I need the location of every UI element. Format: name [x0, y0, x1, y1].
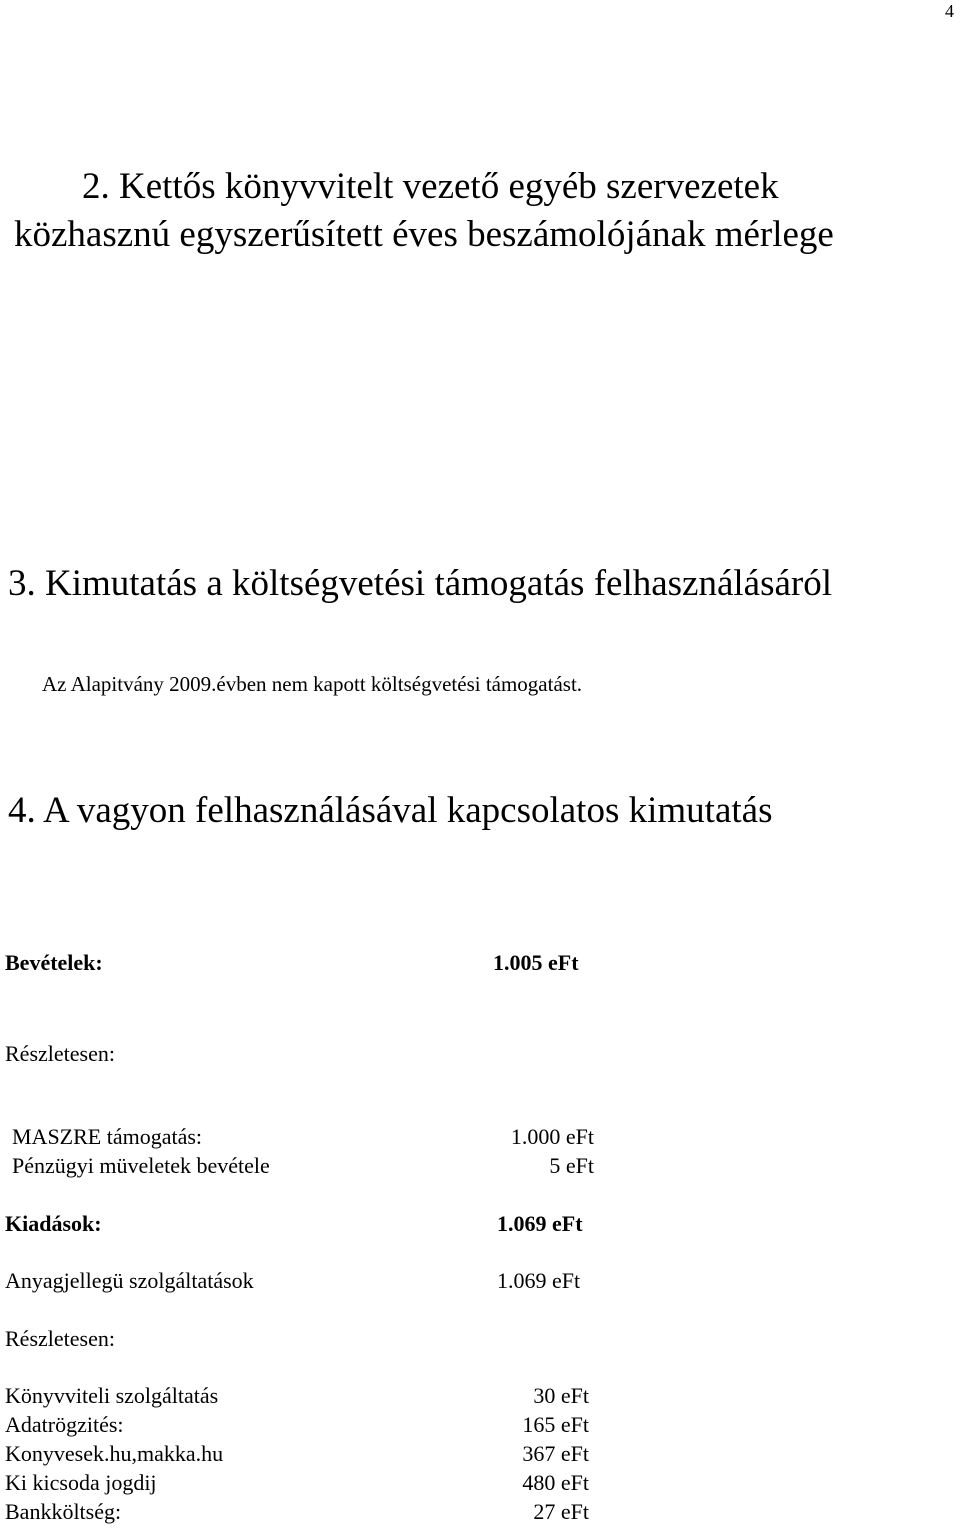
income-item-value: 1.000 eFt: [510, 1124, 594, 1149]
expense-item-label: Adatrögzités:: [5, 1412, 124, 1437]
expense-item-label: Bankköltség:: [5, 1499, 122, 1524]
expense-item-value: 30 eFt: [533, 1383, 589, 1408]
expenses-category-value: 1.069 eFt: [497, 1268, 581, 1293]
section3-title: 3. Kimutatás a költségvetési támogatás felhasználásáról: [8, 563, 833, 604]
section2-title-line1: 2. Kettős könyvvitelt vezető egyéb szervezetek: [82, 166, 779, 207]
expenses-label: Kiadások:: [5, 1211, 102, 1236]
expense-item-value: 480 eFt: [522, 1470, 589, 1495]
income-total: 1.005 eFt: [493, 950, 579, 975]
section4-title: 4. A vagyon felhasználásával kapcsolatos kimutatás: [8, 790, 773, 831]
expense-item-value: 165 eFt: [522, 1412, 589, 1437]
expense-item-label: Ki kicsoda jogdij: [5, 1470, 157, 1495]
income-item-value: 5 eFt: [549, 1153, 594, 1178]
expenses-category-label: Anyagjellegü szolgáltatások: [5, 1268, 254, 1293]
section2-title-line2: közhasznú egyszerűsített éves beszámolójának mérlege: [14, 214, 834, 255]
expenses-total: 1.069 eFt: [497, 1211, 583, 1236]
income-label: Bevételek:: [5, 950, 103, 975]
expenses-detail-label: Részletesen:: [5, 1326, 115, 1351]
expense-item-value: 27 eFt: [533, 1499, 589, 1524]
page-number: 4: [945, 1, 954, 21]
expense-item-value: 367 eFt: [522, 1441, 589, 1466]
income-item-label: Pénzügyi müveletek bevétele: [12, 1153, 270, 1178]
expense-item-label: Könyvviteli szolgáltatás: [5, 1383, 219, 1408]
income-detail-label: Részletesen:: [5, 1041, 115, 1066]
income-item-label: MASZRE támogatás:: [12, 1124, 203, 1149]
section3-text: Az Alapitvány 2009.évben nem kapott költségvetési támogatást.: [42, 672, 583, 696]
expense-item-label: Konyvesek.hu,makka.hu: [5, 1441, 224, 1466]
